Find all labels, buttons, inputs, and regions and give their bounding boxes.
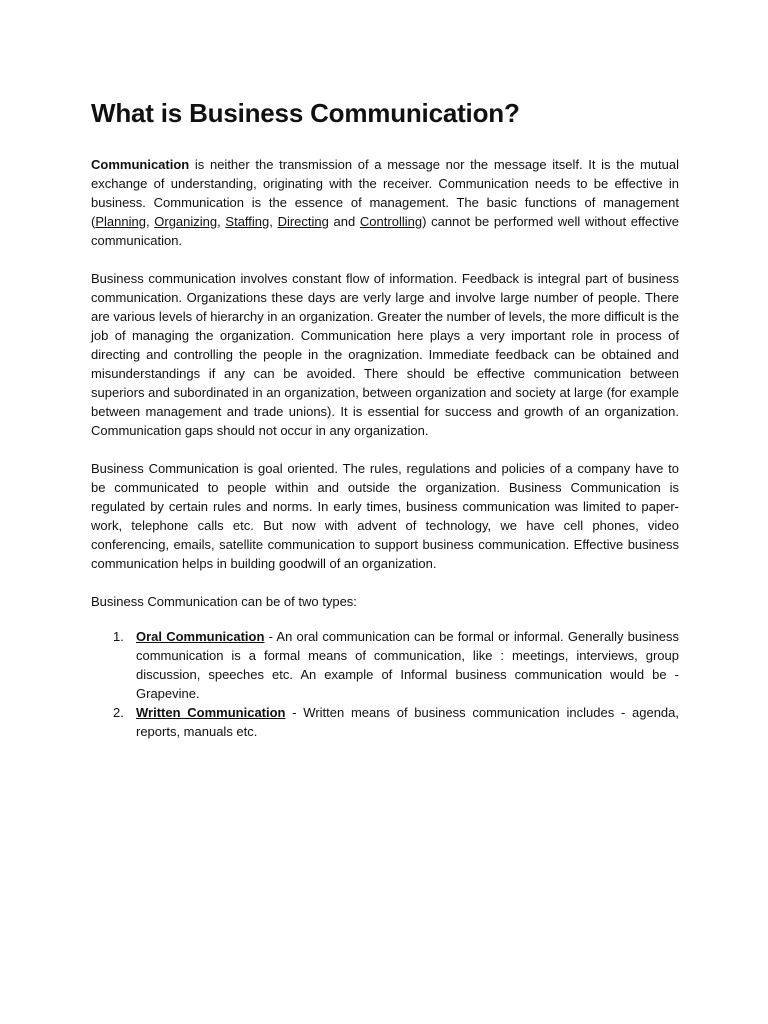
function-staffing: Staffing (225, 214, 270, 229)
list-number: 2. (113, 705, 124, 720)
page-title: What is Business Communication? (91, 98, 520, 128)
list-item-text: - Written means of business communication includes - agenda, reports, manuals etc. (136, 705, 679, 739)
intro-paragraph: Communication is neither the transmission of a message nor the message itself. It is the mutual exchange of understanding, originating with the receiver. Communication needs to be effective in business. Communication is the essence of management. The basic functions of management (Planning, Organizing, Staffing, Directing and Controlling) cannot be performed well without effective communication. (91, 157, 679, 248)
function-organizing: Organizing (154, 214, 218, 229)
list-number: 1. (113, 629, 124, 644)
written-communication-term: Written Communication (136, 705, 286, 720)
hierarchy-paragraph: Business communication involves constant flow of information. Feedback is integral part of business communication. Organizations these days are verly large and involve large number of people. There are various levels of hierarchy in an organization. Greater the number of levels, the more difficult is the job of managing the organization. Communication here plays a very important role in process of directing and controlling the people in the oragnization. Immediate feedback can be obtained and misunderstandings if any can be avoided. There should be effective communication between superiors and subordinated in an organization, between organization and society at large (for example between management and trade unions). It is essential for success and growth of an organization. Communication gaps should not occur in any organization. (91, 271, 679, 438)
types-intro: Business Communication can be of two types: (91, 594, 357, 609)
list-item-text: - An oral communication can be formal or informal. Generally business communication is a formal means of communication, like : meetings, interviews, group discussion, speeches etc. An example of Informal business communication would be - Grapevine. (136, 629, 679, 701)
list-item (91, 703, 679, 741)
function-planning: Planning (95, 214, 146, 229)
lead-term: Communication (91, 157, 190, 172)
oral-communication-term: Oral Communication (136, 629, 265, 644)
intro-text-end: ) cannot be performed well without effective communication. (91, 214, 679, 248)
document-page (91, 96, 679, 741)
list-item (91, 627, 679, 703)
function-controlling: Controlling (359, 214, 423, 229)
intro-text-start: is neither the transmission of a message nor the message itself. It is the mutual exchange of understanding, originating with the receiver. Communication needs to be effective in business. Communication is the essence of management. The basic functions of management ( (91, 157, 679, 229)
goal-paragraph: Business Communication is goal oriented. The rules, regulations and policies of a company have to be communicated to people within and outside the organization. Business Communication is regulated by certain rules and norms. In early times, business communication was limited to paper-work, telephone calls etc. But now with advent of technology, we have cell phones, video conferencing, emails, satellite communication to support business communication. Effective business communication helps in building goodwill of an organization. (91, 461, 679, 571)
function-directing: Directing (277, 214, 329, 229)
types-list (91, 627, 679, 741)
